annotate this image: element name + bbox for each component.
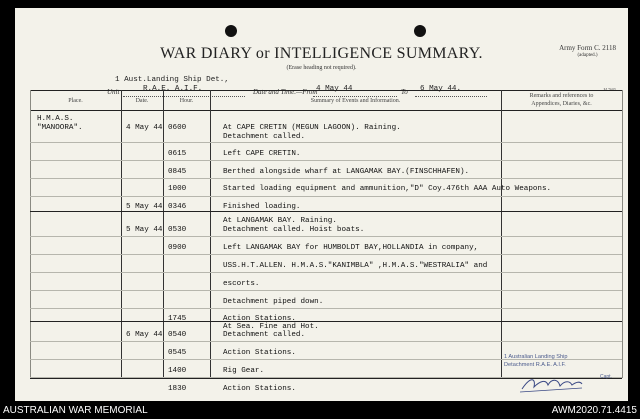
entry-hour: 0540 (168, 331, 187, 339)
entry-summary: At LANGAMAK BAY. Raining. (223, 217, 337, 225)
entry-summary: Left CAPE CRETIN. (223, 150, 301, 158)
entry-hour: 1400 (168, 367, 187, 375)
unit-value: R.A.E. A.I.F. (143, 85, 203, 93)
entry-place: H.M.A.S. (37, 115, 74, 123)
entry-summary: Finished loading. (223, 203, 301, 211)
date-time-label: Date and Time.—From (253, 88, 318, 96)
row-rule (30, 254, 622, 255)
row-rule (30, 196, 622, 197)
row-rule (30, 321, 622, 322)
row-rule (30, 290, 622, 291)
form-code: M 7605 (603, 87, 616, 92)
form-adapted: (adapted.) (577, 53, 598, 59)
row-rule (30, 160, 622, 161)
document-title: WAR DIARY or INTELLIGENCE SUMMARY. (160, 45, 483, 62)
table-top-rule (30, 90, 622, 91)
officer-signature (520, 375, 600, 393)
document-subtitle: (Erase heading not required). (286, 65, 357, 71)
column-header-hour: Hour. (179, 98, 194, 104)
date-to-underline (415, 96, 487, 97)
entry-summary: Left LANGAMAK BAY for HUMBOLDT BAY,HOLLANDIA in company, (223, 244, 479, 252)
entry-hour: 1745 (168, 315, 187, 323)
army-form-label (559, 44, 616, 60)
col-divider-place (121, 90, 122, 378)
col-divider-summary (501, 90, 502, 378)
entry-summary: USS.H.T.ALLEN. H.M.A.S."KANIMBLA" ,H.M.A.S."WESTRALIA" and (223, 262, 488, 270)
entry-summary: Action Stations. (223, 385, 296, 393)
entry-date: 5 May 44 (126, 226, 163, 234)
table-left-border (30, 90, 31, 378)
unit-underline (123, 96, 245, 97)
entry-summary: Detachment called. (223, 133, 306, 141)
date-from: 4 May 44 (316, 85, 353, 93)
unit-label: Unit (107, 88, 120, 96)
entry-hour: 0346 (168, 203, 187, 211)
unit-stamp-line1: 1 Australian Landing Ship (504, 354, 568, 360)
form-number: Army Form C. 2118 (559, 44, 616, 52)
entry-summary: Berthed alongside wharf at LANGAMAK BAY.(FINSCHHAFEN). (223, 168, 470, 176)
remarks-header-line1: Remarks and references to (529, 93, 594, 99)
entry-hour: 1830 (168, 385, 187, 393)
header-bottom-rule (30, 110, 622, 111)
column-header-place: Place. (68, 98, 83, 104)
entry-hour: 0530 (168, 226, 187, 234)
entry-summary: At Sea. Fine and Hot. (223, 323, 319, 331)
entry-summary: Action Stations. (223, 315, 296, 323)
column-header-remarks (501, 93, 622, 108)
unit-stamp-line2: Detachment R.A.E. A.I.F. (504, 362, 566, 368)
col-divider-hour (210, 90, 211, 378)
entry-summary: Detachment piped down. (223, 298, 324, 306)
entry-summary: Detachment called. (223, 331, 306, 339)
archive-reference: AWM2020.71.4415 (551, 405, 637, 416)
row-rule (30, 142, 622, 143)
entry-place: "MANOORA". (37, 124, 83, 132)
signature-rank: Capt. (600, 374, 612, 380)
punch-hole (414, 25, 426, 37)
row-rule (30, 211, 622, 212)
entry-summary: escorts. (223, 280, 260, 288)
column-header-summary: Summary of Events and Information. (310, 98, 401, 104)
entry-date: 6 May 44 (126, 331, 163, 339)
column-header-date: Date. (135, 98, 149, 104)
date-from-underline (313, 96, 397, 97)
entry-date: 4 May 44 (126, 124, 163, 132)
entry-hour: 1000 (168, 185, 187, 193)
date-to: 6 May 44. (420, 85, 462, 93)
table-right-border (622, 90, 623, 378)
entry-hour: 0845 (168, 168, 187, 176)
row-rule (30, 308, 622, 309)
entry-summary: At CAPE CRETIN (MEGUN LAGOON). Raining. (223, 124, 401, 132)
row-rule (30, 272, 622, 273)
col-divider-date (163, 90, 164, 378)
row-rule (30, 236, 622, 237)
entry-summary: Started loading equipment and ammunition,"D" Coy.476th AAA Auto Weapons. (223, 185, 552, 193)
unit-line: 1 Aust.Landing Ship Det., (115, 76, 229, 84)
row-rule (30, 341, 622, 342)
entry-hour: 0545 (168, 349, 187, 357)
remarks-header-line2: Appendices, Diaries, &c. (531, 100, 592, 107)
entry-summary: Rig Gear. (223, 367, 265, 375)
entry-date: 5 May 44 (126, 203, 163, 211)
date-to-label: To (401, 88, 408, 96)
row-rule (30, 178, 622, 179)
diary-page (15, 8, 628, 401)
archive-caption: AUSTRALIAN WAR MEMORIAL (3, 405, 148, 416)
entry-hour: 0615 (168, 150, 187, 158)
punch-hole (225, 25, 237, 37)
entry-hour: 0600 (168, 124, 187, 132)
entry-summary: Action Stations. (223, 349, 296, 357)
entry-summary: Detachment called. Hoist boats. (223, 226, 365, 234)
entry-hour: 0900 (168, 244, 187, 252)
